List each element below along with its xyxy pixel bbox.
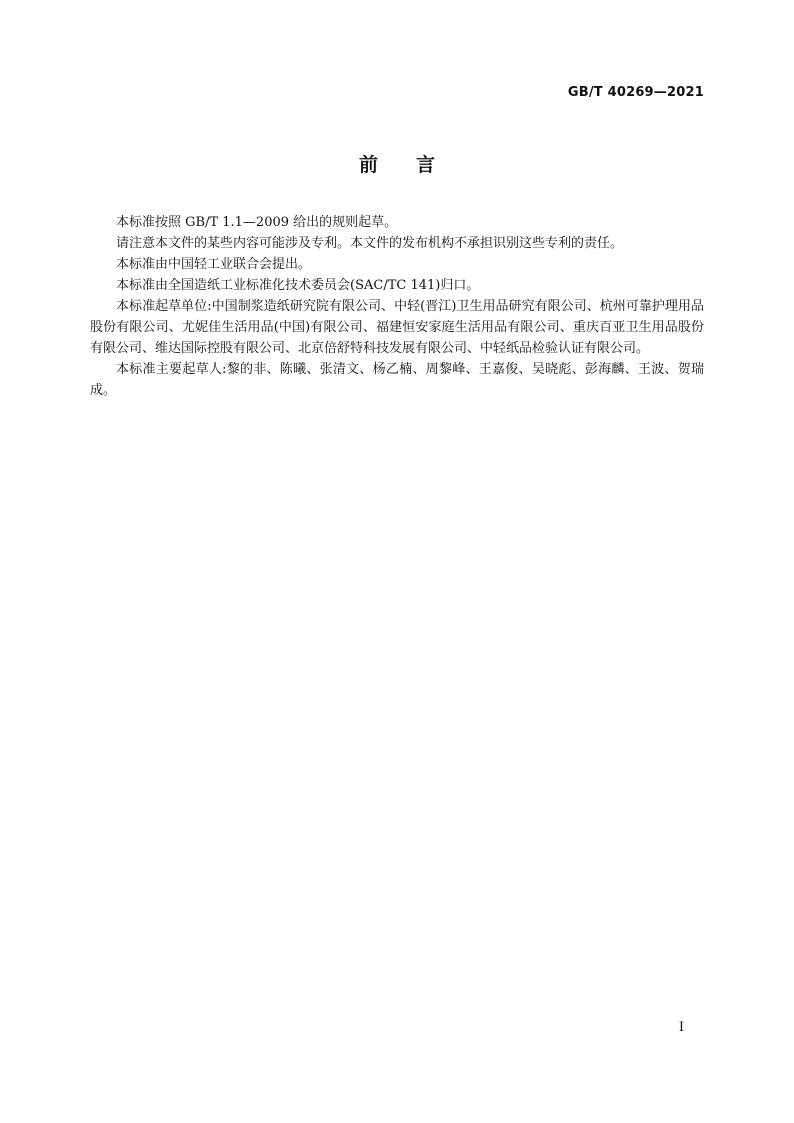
- page-title: 前言: [358, 154, 473, 176]
- page-number: I: [678, 1020, 684, 1035]
- paragraph-main-drafters: 本标准主要起草人:黎的非、陈曦、张清文、杨乙楠、周黎峰、王嘉俊、吴晓彪、彭海麟、王波、贺瑞成。: [90, 362, 704, 398]
- foreword-body: [90, 212, 704, 401]
- paragraph-drafting-rules: 本标准按照 GB/T 1.1—2009 给出的规则起草。: [116, 215, 398, 230]
- standard-number: GB/T 40269—2021: [567, 85, 704, 100]
- paragraph-patent-notice: 请注意本文件的某些内容可能涉及专利。本文件的发布机构不承担识别这些专利的责任。: [116, 236, 624, 251]
- paragraph-technical-committee: 本标准由全国造纸工业标准化技术委员会(SAC/TC 141)归口。: [116, 278, 480, 293]
- paragraph-proposer: 本标准由中国轻工业联合会提出。: [116, 257, 312, 272]
- paragraph-drafting-organizations: 本标准起草单位:中国制浆造纸研究院有限公司、中轻(晋江)卫生用品研究有限公司、杭州可靠护理用品股份有限公司、尤妮佳生活用品(中国)有限公司、福建恒安家庭生活用品有限公司、重庆百亚卫生用品股份有限公司、维达国际控股有限公司、北京倍舒特科技发展有限公司、中轻纸品检验认证有限公司。: [90, 299, 704, 356]
